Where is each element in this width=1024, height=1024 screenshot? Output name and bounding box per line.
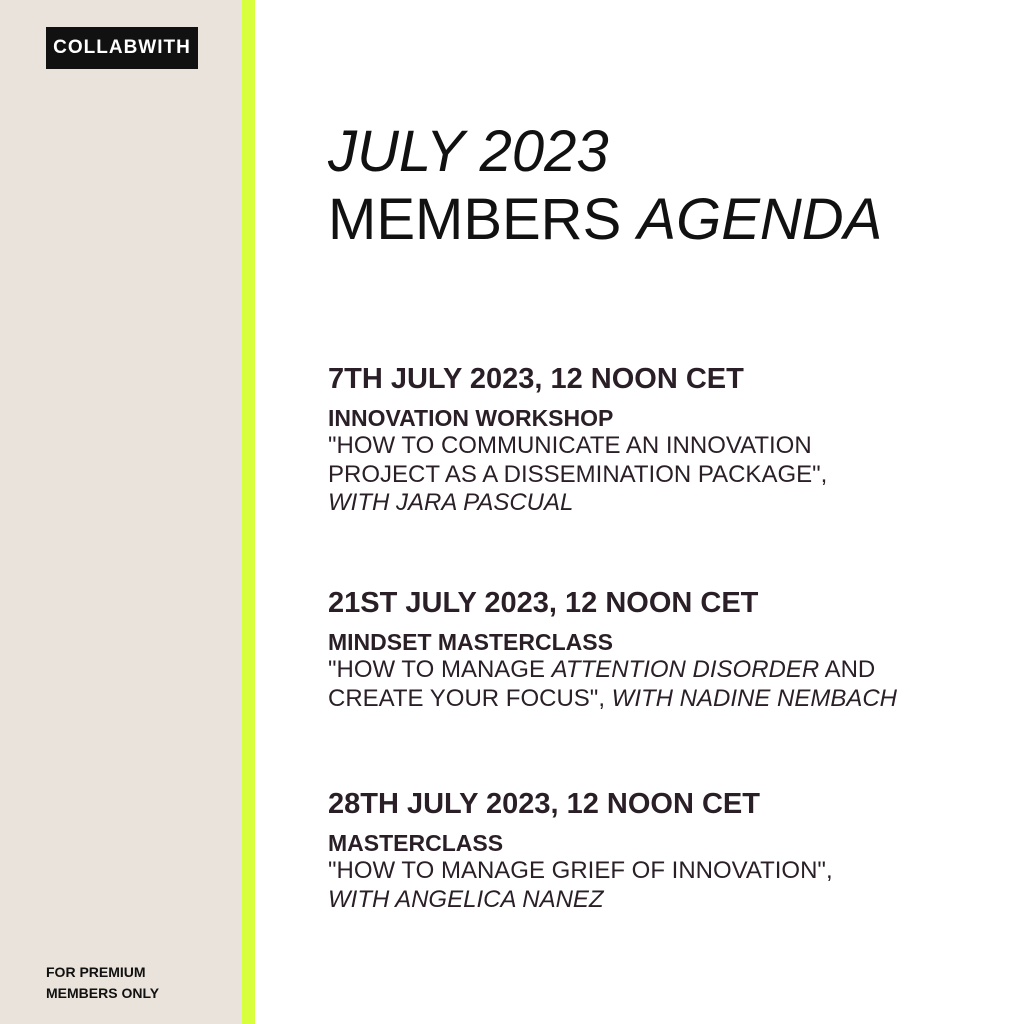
event-item	[328, 787, 1008, 914]
event-description	[328, 857, 928, 914]
event-desc-line: "HOW TO MANAGE GRIEF OF INNOVATION",	[328, 857, 833, 884]
event-desc-part: "HOW TO MANAGE	[328, 656, 545, 683]
premium-note-line: FOR PREMIUM	[46, 964, 146, 980]
event-speaker: WITH NADINE NEMBACH	[611, 684, 898, 712]
event-description	[328, 432, 928, 518]
event-item	[328, 362, 1008, 518]
event-description	[328, 656, 928, 713]
event-desc-part: AND	[824, 656, 876, 683]
accent-divider	[242, 0, 255, 1024]
title-members: MEMBERS	[328, 187, 622, 252]
page-title	[328, 118, 882, 254]
premium-members-note	[46, 962, 226, 1004]
event-type: INNOVATION WORKSHOP	[328, 405, 614, 431]
premium-note-line: MEMBERS ONLY	[46, 985, 160, 1001]
event-desc-line: CREATE YOUR FOCUS",	[328, 684, 605, 712]
event-desc-line: PROJECT AS A DISSEMINATION PACKAGE",	[328, 460, 828, 488]
event-type: MASTERCLASS	[328, 830, 504, 856]
sidebar-panel	[0, 0, 242, 1024]
event-speaker: WITH ANGELICA NANEZ	[328, 885, 604, 913]
event-type: MINDSET MASTERCLASS	[328, 629, 613, 655]
event-item	[328, 586, 1008, 713]
event-date: 7TH JULY 2023, 12 NOON CET	[328, 363, 744, 395]
event-date: 28TH JULY 2023, 12 NOON CET	[328, 788, 760, 820]
title-agenda	[328, 186, 882, 254]
event-date: 21ST JULY 2023, 12 NOON CET	[328, 587, 759, 619]
event-desc-emphasis: ATTENTION DISORDER	[551, 656, 820, 683]
event-speaker: WITH JARA PASCUAL	[328, 489, 574, 516]
event-desc-line: "HOW TO COMMUNICATE AN INNOVATION	[328, 432, 812, 459]
title-agenda-word: AGENDA	[637, 187, 883, 252]
brand-logo: COLLABWITH	[46, 27, 198, 69]
title-month: JULY 2023	[328, 119, 609, 184]
